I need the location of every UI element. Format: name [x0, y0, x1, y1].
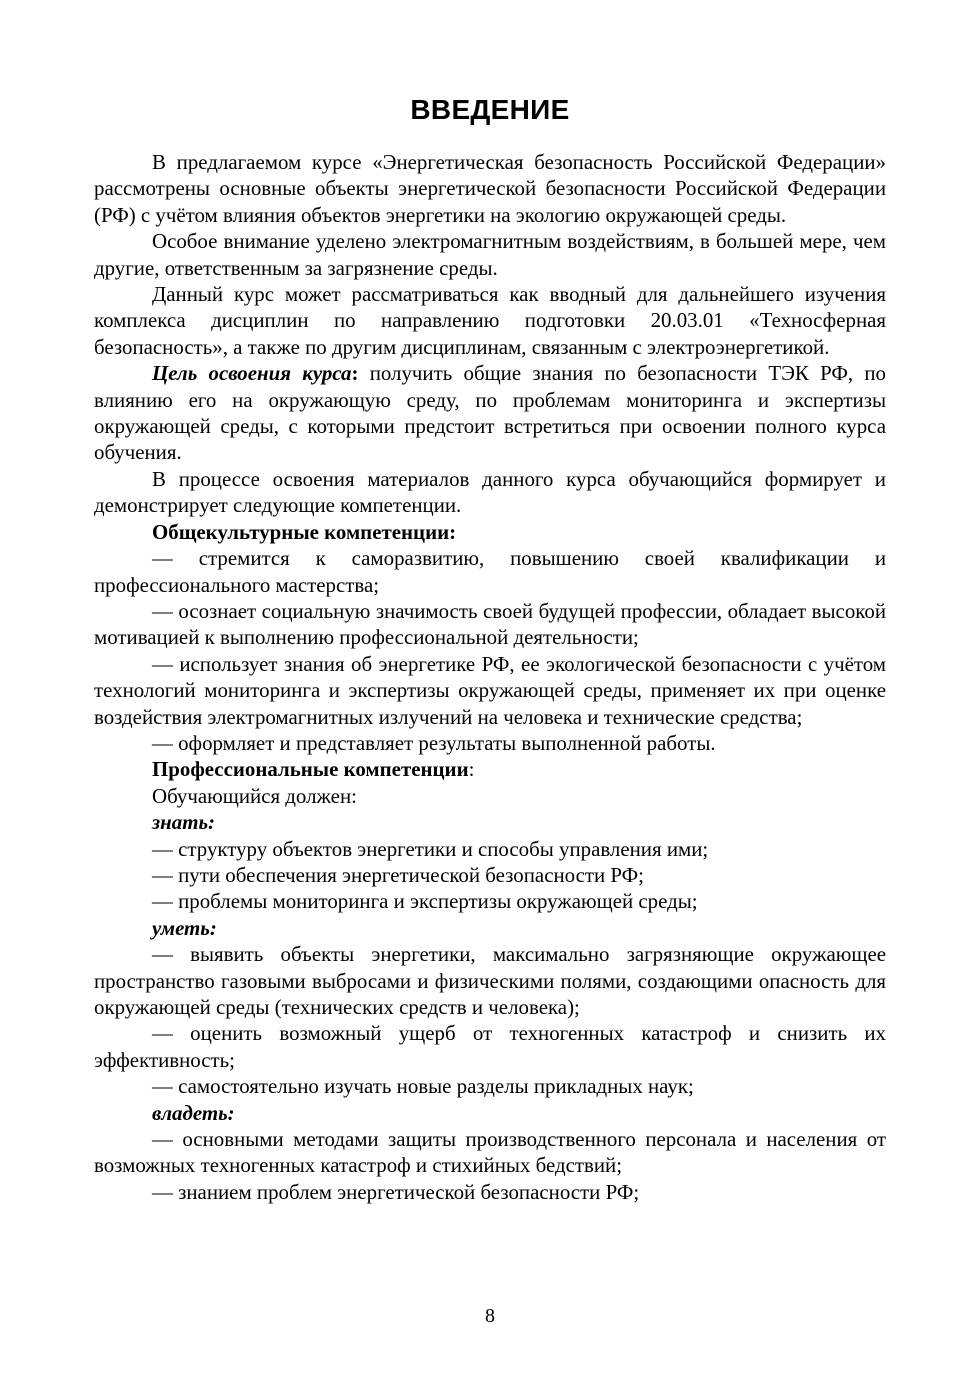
page-number: 8: [485, 1305, 495, 1327]
goal-colon: :: [351, 361, 359, 386]
know-label: знать:: [152, 810, 215, 835]
student-must-line: Обучающийся должен:: [152, 783, 357, 808]
can-label: уметь:: [152, 915, 217, 940]
list-item: — знанием проблем энергетической безопасности РФ;: [152, 1179, 640, 1204]
list-item: — осознает социальную значимость своей будущей профессии, обладает высокой мотивацией к выполнению профессиональной деятельности;: [94, 598, 886, 650]
list-item: — оформляет и представляет результаты выполненной работы.: [152, 730, 716, 755]
paragraph-intro: В предлагаемом курсе «Энергетическая безопасность Российской Федерации» рассмотрены основные объекты энергетической безопасности Российской Федерации (РФ) с учётом влияния объектов энергетики на экологию окружающей среды.: [94, 150, 886, 227]
professional-heading-colon: :: [468, 757, 475, 782]
list-item: — выявить объекты энергетики, максимально загрязняющие окружающее пространство газовыми выбросами и физическими полями, создающими опасность для окружающей среды (технических средств и человека);: [94, 942, 886, 1019]
list-item: — оценить возможный ущерб от техногенных катастроф и снизить их эффективность;: [94, 1021, 886, 1072]
goal-label: Цель освоения курса: [152, 361, 352, 386]
list-item: — пути обеспечения энергетической безопасности РФ;: [152, 862, 644, 887]
professional-heading-text: Профессиональные компетенции: [152, 757, 469, 782]
paragraph-competencies: В процессе освоения материалов данного курса обучающийся формирует и демонстрирует следующие компетенции.: [94, 466, 886, 518]
list-item: — проблемы мониторинга и экспертизы окружающей среды;: [152, 889, 698, 914]
list-item: — использует знания об энергетике РФ, ее экологической безопасности с учётом технологий мониторинга и экспертизы окружающей среды, применяет их при оценке воздействия электромагнитных излучений на человека и технические средства;: [94, 651, 886, 729]
paragraph-goal: [94, 360, 886, 466]
paragraph-attention: Особое внимание уделено электромагнитным воздействиям, в большей мере, чем другие, ответственным за загрязнение среды.: [94, 229, 886, 280]
own-label: владеть:: [152, 1100, 235, 1125]
document-body: [94, 149, 886, 1205]
general-competencies-heading: Общекультурные компетенции:: [152, 519, 457, 544]
list-item: — структуру объектов энергетики и способы управления ими;: [152, 836, 709, 861]
paragraph-course: Данный курс может рассматриваться как вводный для дальнейшего изучения комплекса дисциплин по направлению подготовки 20.03.01 «Техносферная безопасность», а также по другим дисциплинам, связанным с электроэнергетикой.: [94, 282, 886, 359]
list-item: — самостоятельно изучать новые разделы прикладных наук;: [152, 1074, 694, 1099]
goal-text: получить общие знания по безопасности ТЭК РФ, по влиянию его на окружающую среду, по проблемам мониторинга и экспертизы окружающей среды, с которыми предстоит встретиться при освоении полного курса обучения.: [94, 361, 886, 465]
list-item: — стремится к саморазвитию, повышению своей квалификации и профессионального мастерства;: [94, 546, 886, 597]
list-item: — основными методами защиты производственного персонала и населения от возможных техногенных катастроф и стихийных бедствий;: [94, 1127, 886, 1178]
page-title: ВВЕДЕНИЕ: [410, 94, 570, 125]
professional-competencies-heading: [94, 756, 886, 782]
